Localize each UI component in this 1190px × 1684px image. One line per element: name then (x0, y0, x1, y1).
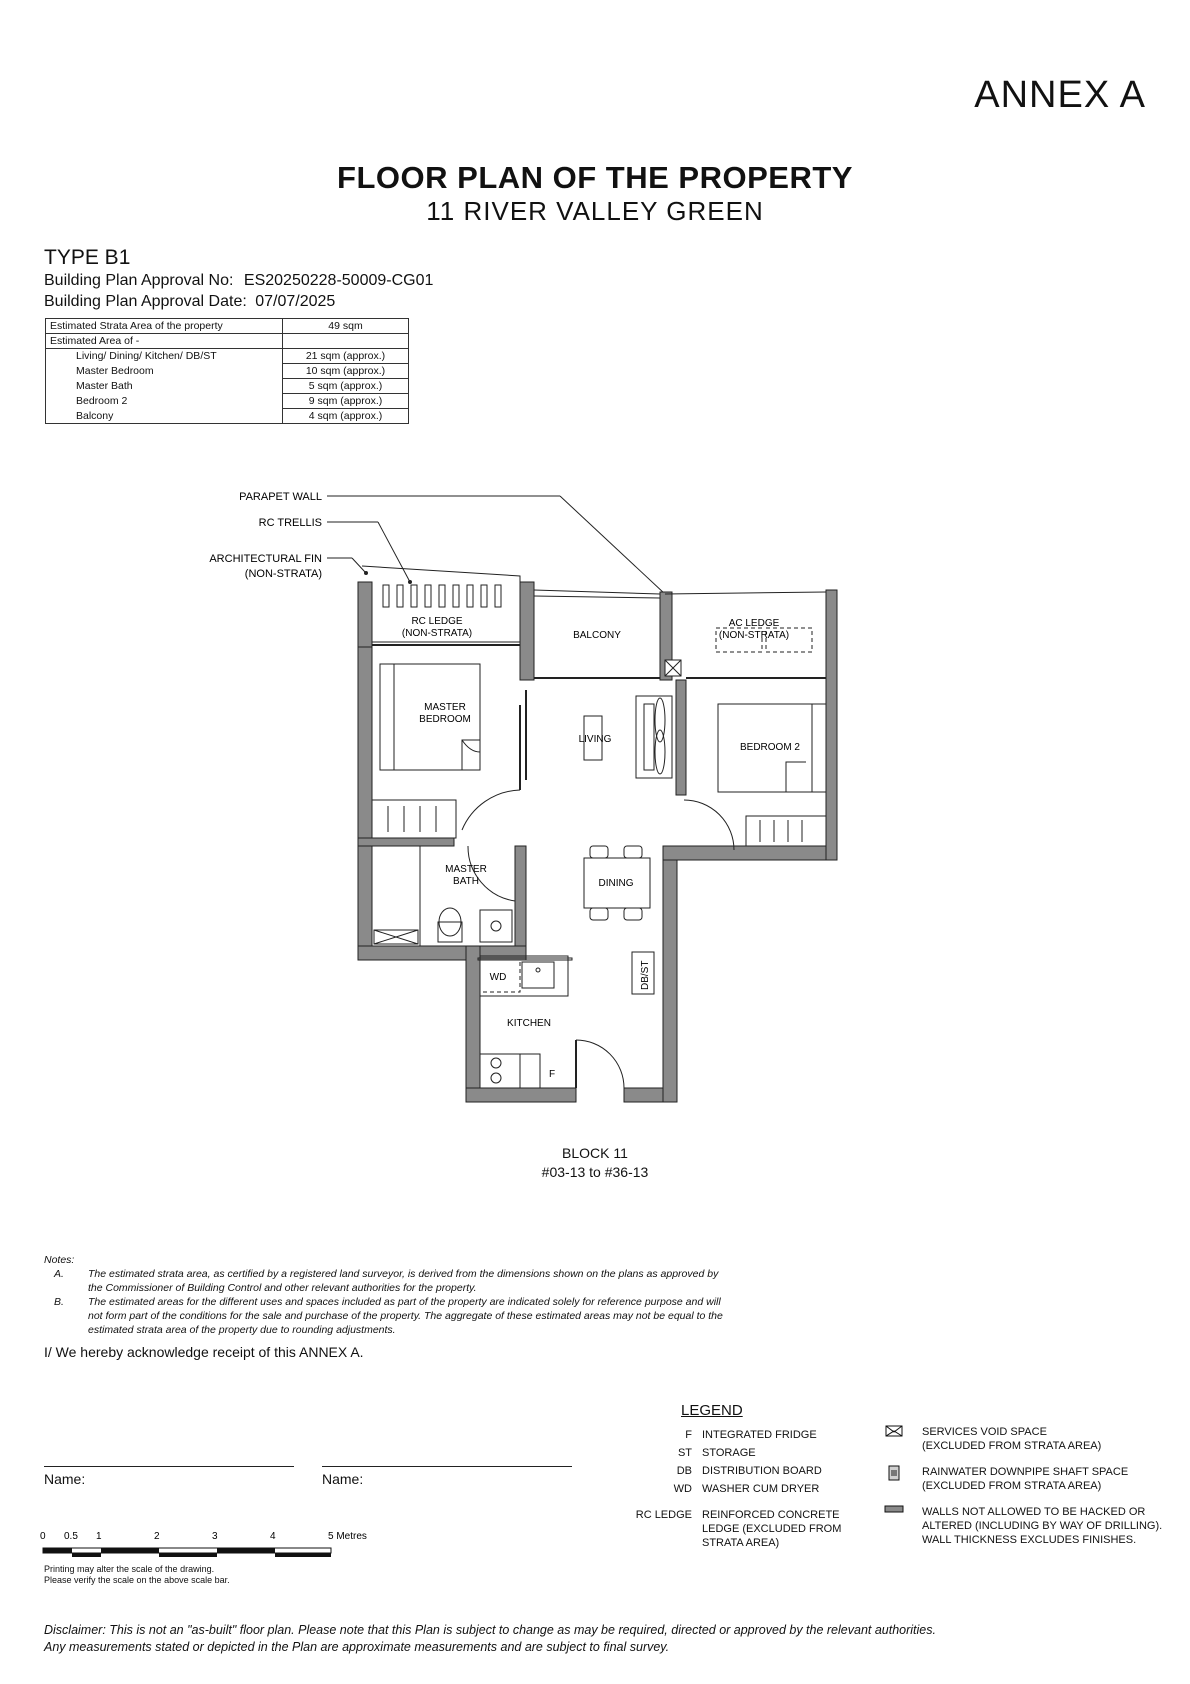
approval-no-label: Building Plan Approval No: (44, 272, 234, 289)
scale-tick-label: 2 (154, 1531, 160, 1542)
scale-tick-label: 3 (212, 1531, 218, 1542)
approval-no-value: ES20250228-50009-CG01 (243, 272, 434, 289)
kitchen-label: KITCHEN (507, 1018, 551, 1029)
wd-label: WD (489, 972, 507, 983)
scale-tick-label: 5 Metres (328, 1531, 367, 1542)
scale-segment (217, 1548, 275, 1553)
area-value: 4 sqm (approx.) (283, 409, 409, 424)
unit-type: TYPE B1 (44, 246, 131, 269)
ac-ledge-label: AC LEDGE (728, 618, 780, 629)
downpipe-shaft-icon (889, 1466, 899, 1480)
disclaimer-line-1: Disclaimer: This is not an "as-built" floor plan. Please note that this Plan is subject to change as may be required, directed or approved by the relevant authorities. (44, 1623, 936, 1637)
area-name: Balcony (46, 409, 283, 424)
rc-trellis-label: RC TRELLIS (258, 517, 322, 529)
kitchen-bottom-counter (480, 1054, 540, 1088)
wall (663, 846, 837, 860)
wall (358, 582, 372, 647)
scale-segment (275, 1553, 331, 1557)
legend-code: RC LEDGE (635, 1509, 692, 1521)
area-value: 10 sqm (approx.) (283, 364, 409, 379)
legend-code: F (685, 1429, 692, 1441)
parapet-wall-label: PARAPET WALL (239, 491, 322, 503)
legend-symbol-line: (EXCLUDED FROM STRATA AREA) (922, 1440, 1102, 1452)
scale-tick-label: 0 (40, 1531, 46, 1542)
legend-desc: STORAGE (702, 1447, 756, 1459)
balcony-label: BALCONY (573, 630, 621, 641)
legend-code: ST (677, 1447, 692, 1459)
dbst-label: DB/ST (640, 960, 651, 990)
area-name: Bedroom 2 (46, 394, 283, 409)
note-text: The estimated strata area, as certified by a registered land surveyor, is derived from the dimensions shown on the plans as approved by the Commissioner of Building Control and other relevant authorities for the property. (88, 1268, 719, 1294)
scale-tick-label: 1 (96, 1531, 102, 1542)
scale-segment (101, 1548, 159, 1553)
scale-bar (40, 1528, 380, 1562)
wall (358, 645, 372, 960)
note-item (44, 1295, 728, 1337)
parapet-wall-leader (560, 496, 665, 594)
page-title: FLOOR PLAN OF THE PROPERTY (337, 160, 853, 195)
legend-title: LEGEND (681, 1402, 743, 1419)
wall (358, 838, 454, 846)
wall (466, 946, 480, 1102)
arch-fin-label-2: (NON-STRATA) (244, 568, 322, 580)
wall (520, 582, 534, 680)
wall (663, 860, 677, 1102)
acknowledgement: I/ We hereby acknowledge receipt of this ANNEX A. (44, 1344, 364, 1360)
ac-ledge-label-2: (NON-STRATA) (718, 630, 790, 641)
legend-desc: WASHER CUM DRYER (702, 1483, 820, 1495)
dining-label: DINING (598, 878, 634, 889)
wardrobe (372, 800, 456, 838)
approval-date-value: 07/07/2025 (255, 293, 336, 310)
wall (826, 590, 837, 860)
signature-line-2[interactable] (322, 1466, 572, 1467)
scale-tick-label: 0.5 (64, 1531, 78, 1542)
master-bath-label: MASTER (445, 864, 487, 875)
structural-wall-icon (885, 1506, 903, 1512)
annex-label: ANNEX A (974, 74, 1146, 116)
bedroom2-wardrobe (746, 816, 826, 846)
disclaimer-line-2: Any measurements stated or depicted in the Plan are approximate measurements and are subject to final survey. (44, 1640, 670, 1654)
note-item (44, 1267, 728, 1295)
master-bath-label-2: BATH (453, 876, 479, 887)
master-bedroom-label-2: BEDROOM (419, 714, 471, 725)
services-void-icon (886, 1426, 902, 1436)
signature-line-1[interactable] (44, 1466, 294, 1467)
living-label: LIVING (578, 734, 612, 745)
area-value: 5 sqm (approx.) (283, 379, 409, 394)
estimated-area-label: Estimated Area of - (46, 334, 283, 349)
strata-area-value: 49 sqm (283, 319, 409, 334)
scale-tick-label: 4 (270, 1531, 276, 1542)
wall (466, 1088, 576, 1102)
legend-symbol-line: WALLS NOT ALLOWED TO BE HACKED OR (922, 1506, 1146, 1518)
legend-desc: DISTRIBUTION BOARD (702, 1465, 822, 1477)
rc-ledge-label-2: (NON-STRATA) (401, 628, 473, 639)
legend-symbol-line: RAINWATER DOWNPIPE SHAFT SPACE (922, 1466, 1129, 1478)
legend-code: DB (676, 1465, 692, 1477)
notes (44, 1253, 728, 1337)
arch-fin-label: ARCHITECTURAL FIN (209, 553, 322, 565)
name-label-1: Name: (44, 1471, 86, 1487)
legend-code: WD (673, 1483, 692, 1495)
note-text: The estimated areas for the different uses and spaces included as part of the property are indicated solely for reference purpose and will not form part of the conditions for the sale and purchase of the property. The aggregate of these estimated areas may not be equal to the estimated strata area of the property due to rounding adjustments. (88, 1296, 723, 1336)
fridge-label: F (548, 1069, 556, 1080)
wall (676, 680, 686, 795)
project-name: 11 RIVER VALLEY GREEN (426, 196, 764, 226)
notes-heading: Notes: (44, 1254, 75, 1266)
legend-desc: LEDGE (EXCLUDED FROM (702, 1523, 842, 1535)
block-name: BLOCK 11 (562, 1145, 628, 1161)
legend-desc: STRATA AREA) (702, 1537, 780, 1549)
basin (480, 910, 512, 942)
approval-date-label: Building Plan Approval Date: (44, 293, 247, 310)
legend-symbol-line: ALTERED (INCLUDING BY WAY OF DRILLING). (922, 1520, 1163, 1532)
area-value: 9 sqm (approx.) (283, 394, 409, 409)
area-name: Master Bedroom (46, 364, 283, 379)
legend-symbol-line: (EXCLUDED FROM STRATA AREA) (922, 1480, 1102, 1492)
trellis-fin (383, 585, 389, 607)
rc-trellis-leader (378, 522, 410, 582)
scale-segment (159, 1553, 217, 1557)
area-name: Living/ Dining/ Kitchen/ DB/ST (46, 349, 283, 364)
scale-note-2: Please verify the scale on the above scale bar. (44, 1575, 230, 1585)
note-label: B. (54, 1296, 64, 1308)
area-name: Master Bath (46, 379, 283, 394)
legend-desc: INTEGRATED FRIDGE (702, 1429, 817, 1441)
arch-fin-leader (352, 558, 365, 572)
disclaimer (44, 1622, 1144, 1656)
note-label: A. (54, 1268, 64, 1280)
strata-area-label: Estimated Strata Area of the property (46, 319, 283, 334)
legend-desc: REINFORCED CONCRETE (702, 1509, 840, 1521)
rc-ledge-label: RC LEDGE (411, 616, 463, 627)
legend-symbols (884, 1424, 908, 1554)
scale-segment (72, 1553, 101, 1557)
scale-note (44, 1564, 230, 1586)
master-bedroom-label: MASTER (424, 702, 466, 713)
name-label-2: Name: (322, 1471, 364, 1487)
scale-note-1: Printing may alter the scale of the drawing. (44, 1564, 215, 1574)
scale-segment (43, 1548, 72, 1553)
area-value: 21 sqm (approx.) (283, 349, 409, 364)
bedroom-2-label: BEDROOM 2 (739, 742, 801, 753)
block-units: #03-13 to #36-13 (541, 1164, 649, 1180)
legend-symbol-line: SERVICES VOID SPACE (922, 1426, 1047, 1438)
legend-symbol-line: WALL THICKNESS EXCLUDES FINISHES. (922, 1534, 1137, 1546)
wall (515, 846, 526, 946)
